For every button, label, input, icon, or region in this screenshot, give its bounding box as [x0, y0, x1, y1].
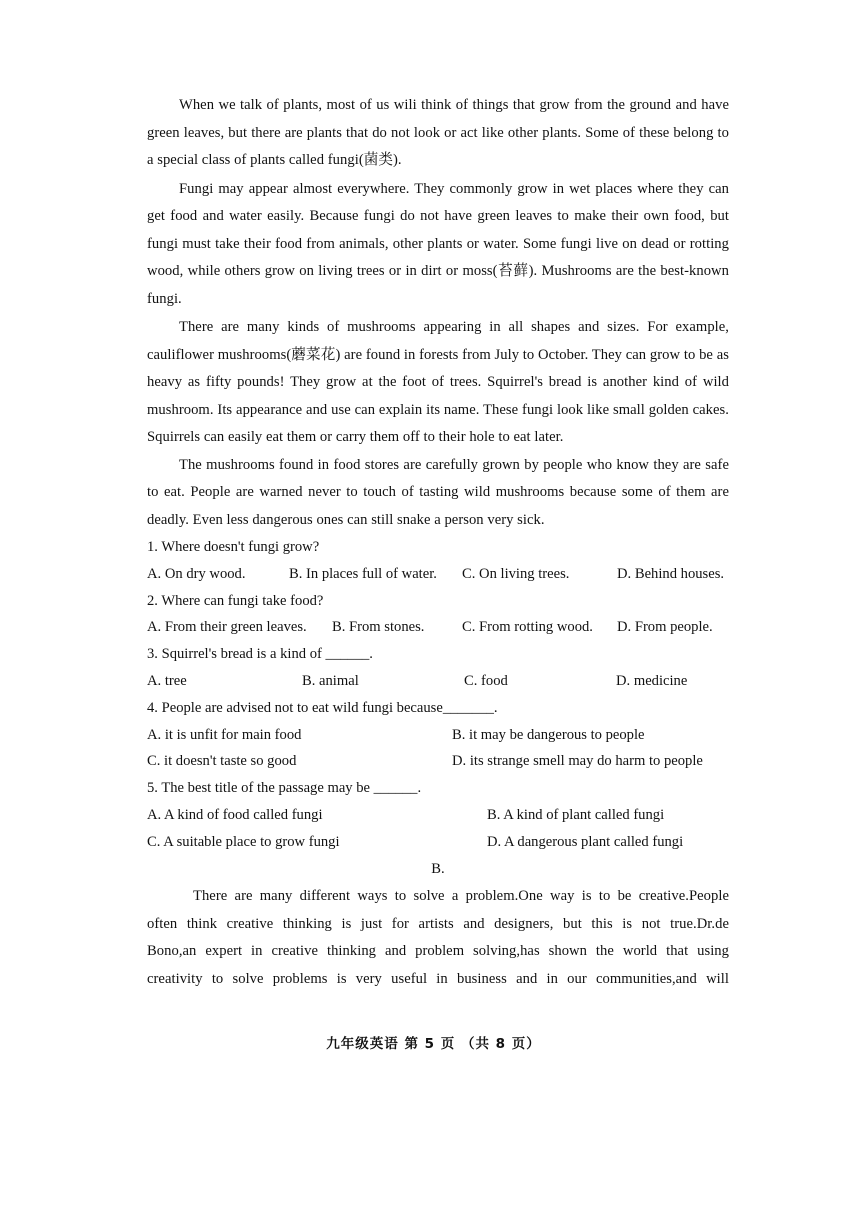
- option-d: D. its strange smell may do harm to people: [452, 753, 703, 770]
- option-b: B. animal: [302, 672, 359, 689]
- option-a: A. From their green leaves.: [147, 619, 307, 636]
- section-b-label: B.: [431, 860, 445, 877]
- question-1: [147, 534, 729, 588]
- option-b: B. From stones.: [332, 619, 425, 636]
- passage-a-paragraph-4: The mushrooms found in food stores are carefully grown by people who know they are safe to eat. People are warned never to touch of tasting wild mushrooms because some of them are deadly. Even less dangerous ones can still snake a person very sick.: [147, 456, 729, 528]
- question-4: [147, 695, 729, 775]
- passage-a-paragraph-1: When we talk of plants, most of us wili think of things that grow from the ground and have green leaves, but there are plants that do not look or act like other plants. Some of these belong to a special class of plants called fungi(菌类).: [147, 97, 729, 168]
- option-c: C. From rotting wood.: [462, 619, 593, 636]
- passage-b: [147, 883, 729, 993]
- option-d: D. A dangerous plant called fungi: [487, 833, 684, 850]
- option-a: A. On dry wood.: [147, 565, 246, 582]
- option-b: B. A kind of plant called fungi: [487, 806, 665, 823]
- reading-section: [147, 92, 729, 993]
- question-5: [147, 775, 729, 855]
- question-options-row-2: [147, 748, 729, 775]
- question-options-row-1: [147, 802, 729, 829]
- question-options-row-1: [147, 722, 729, 749]
- option-d: D. From people.: [617, 619, 713, 636]
- passage-b-line-4: creativity to solve problems is very useful in business and in our communities,and will: [147, 970, 729, 987]
- passage-a-paragraph-2: Fungi may appear almost everywhere. They commonly grow in wet places where they can get food and water easily. Because fungi do not have green leaves to make their own food, but fungi must take their food from animals, other plants or water. Some fungi live on dead or rotting wood, while others grow on living trees or in dirt or moss(苔藓). Mushrooms are the best-known fungi.: [147, 180, 729, 307]
- question-options-row-2: [147, 829, 729, 856]
- question-stem: 3. Squirrel's bread is a kind of ______.: [147, 646, 373, 663]
- passage-b-line-2: often think creative thinking is just for artists and designers, but this is not true.Dr.de: [147, 915, 729, 932]
- option-c: C. On living trees.: [462, 565, 570, 582]
- option-a: A. tree: [147, 672, 187, 689]
- option-c: C. A suitable place to grow fungi: [147, 833, 340, 850]
- option-d: D. medicine: [616, 672, 688, 689]
- option-a: A. it is unfit for main food: [147, 726, 302, 743]
- option-a: A. A kind of food called fungi: [147, 806, 323, 823]
- option-d: D. Behind houses.: [617, 565, 725, 582]
- passage-b-line-3: Bono,an expert in creative thinking and problem solving,has shown the world that using: [147, 943, 729, 960]
- passage-b-line-1: There are many different ways to solve a problem.One way is to be creative.People: [193, 888, 729, 905]
- question-options: [147, 614, 729, 641]
- option-b: B. it may be dangerous to people: [452, 726, 645, 743]
- question-stem: 1. Where doesn't fungi grow?: [147, 539, 320, 555]
- option-c: C. it doesn't taste so good: [147, 753, 297, 770]
- option-b: B. In places full of water.: [289, 565, 437, 582]
- question-3: [147, 641, 729, 695]
- option-c: C. food: [464, 672, 508, 689]
- question-2: [147, 588, 729, 642]
- question-options: [147, 561, 729, 588]
- question-stem: 4. People are advised not to eat wild fungi because_______.: [147, 699, 498, 716]
- passage-a-paragraph-3: There are many kinds of mushrooms appearing in all shapes and sizes. For example, cauliflower mushrooms(蘑菜花) are found in forests from July to October. They can grow to be as heavy as fifty pounds! They grow at the foot of trees. Squirrel's bread is another kind of wild mushroom. Its appearance and use can explain its name. These fungi look like small golden cakes. Squirrels can easily eat them or carry them off to their hole to eat later.: [147, 319, 729, 445]
- question-stem: 2. Where can fungi take food?: [147, 592, 324, 609]
- page-footer: 九年级英语 第 5 页 （共 8 页）: [326, 1036, 541, 1052]
- question-options: [147, 668, 729, 695]
- question-stem: 5. The best title of the passage may be ______.: [147, 780, 422, 797]
